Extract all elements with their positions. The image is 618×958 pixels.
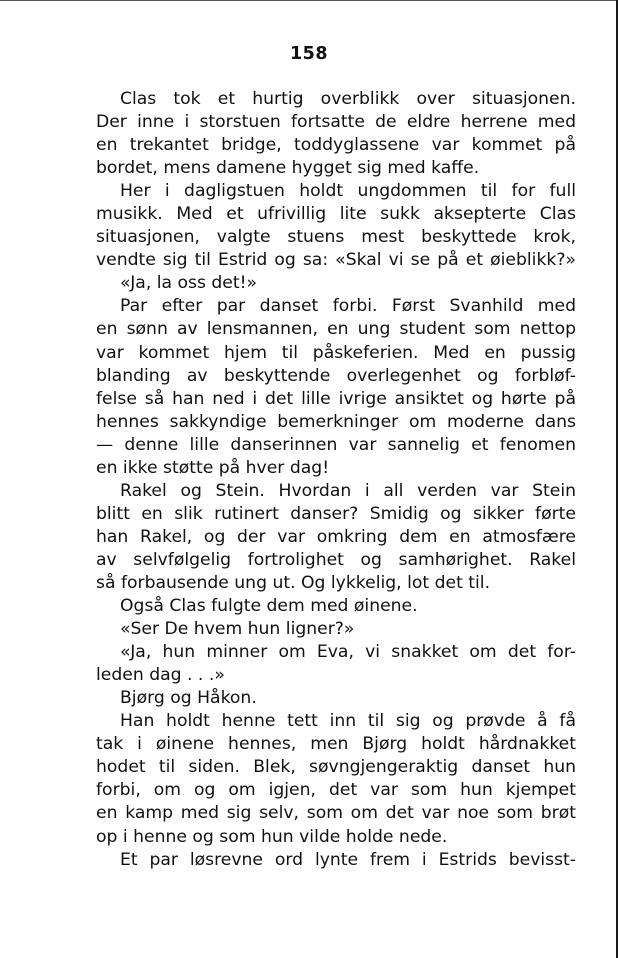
text-line: Par efter par danset forbi. Først Svanhild med (120, 296, 576, 317)
text-line: Her i dagligstuen holdt ungdommen til for full (120, 181, 576, 202)
text-line: Rakel og Stein. Hvordan i all verden var Stein (120, 480, 576, 501)
text-line: situasjonen, valgte stuens mest beskyttede krok, (96, 227, 576, 248)
text-line: av selvfølgelig fortrolighet og samhørighet. Rakel (96, 549, 576, 570)
text-line: «Ja, hun minner om Eva, vi snakket om det for- (120, 642, 576, 663)
body-text (96, 88, 576, 872)
text-line: Også Clas fulgte dem med øinene. (120, 596, 418, 617)
text-line: blanding av beskyttende overlegenhet og forbløf- (96, 365, 576, 386)
text-line: hennes sakkyndige bemerkninger om moderne dans (96, 411, 576, 432)
text-line: «Ja, la oss det!» (120, 273, 258, 294)
text-line: Clas tok et hurtig overblikk over situasjonen. (120, 89, 576, 109)
text-line: «Ser De hvem hun ligner?» (120, 619, 355, 640)
text-line: tak i øinene hennes, men Bjørg holdt hårdnakket (96, 734, 576, 755)
text-line: blitt en slik rutinert danser? Smidig og sikker førte (96, 503, 576, 524)
text-line: Et par løsrevne ord lynte frem i Estrids bevisst- (120, 849, 576, 870)
text-line: var kommet hjem til påskeferien. Med en pussig (96, 342, 576, 363)
text-line: hodet til siden. Blek, søvngjengeraktig danset hun (96, 757, 576, 778)
text-line: en trekantet bridge, toddyglassene var kommet på (96, 135, 576, 156)
text-line: leden dag . . .» (96, 665, 225, 686)
text-line: musikk. Med et ufrivillig lite sukk aksepterte Clas (96, 204, 576, 225)
text-line: Der inne i storstuen fortsatte de eldre herrene med (96, 112, 576, 133)
text-line: Bjørg og Håkon. (120, 688, 257, 709)
text-line: felse så han ned i det lille ivrige ansiktet og hørte på (96, 388, 576, 409)
text-line: Han holdt henne tett inn til sig og prøvde å få (120, 711, 576, 732)
text-line: op i henne og som hun vilde holde nede. (96, 826, 448, 847)
page-top-edge (0, 0, 618, 1)
text-line: en sønn av lensmannen, en ung student som nettop (96, 319, 576, 340)
text-line: vendte sig til Estrid og sa: «Skal vi se på et øieblikk?» (96, 250, 576, 271)
text-line: bordet, mens damene hygget sig med kaffe. (96, 158, 480, 179)
text-line: — denne lille danserinnen var sannelig et fenomen (96, 434, 576, 455)
text-line: så forbausende ung ut. Og lykkelig, lot det til. (96, 572, 491, 593)
text-line: en ikke støtte på hver dag! (96, 457, 330, 478)
text-line: han Rakel, og der var omkring dem en atmosfære (96, 526, 576, 547)
text-line: forbi, om og om igjen, det var som hun kjempet (96, 780, 576, 801)
text-line: en kamp med sig selv, som om det var noe som brøt (96, 803, 576, 824)
page-number: 158 (289, 44, 329, 64)
